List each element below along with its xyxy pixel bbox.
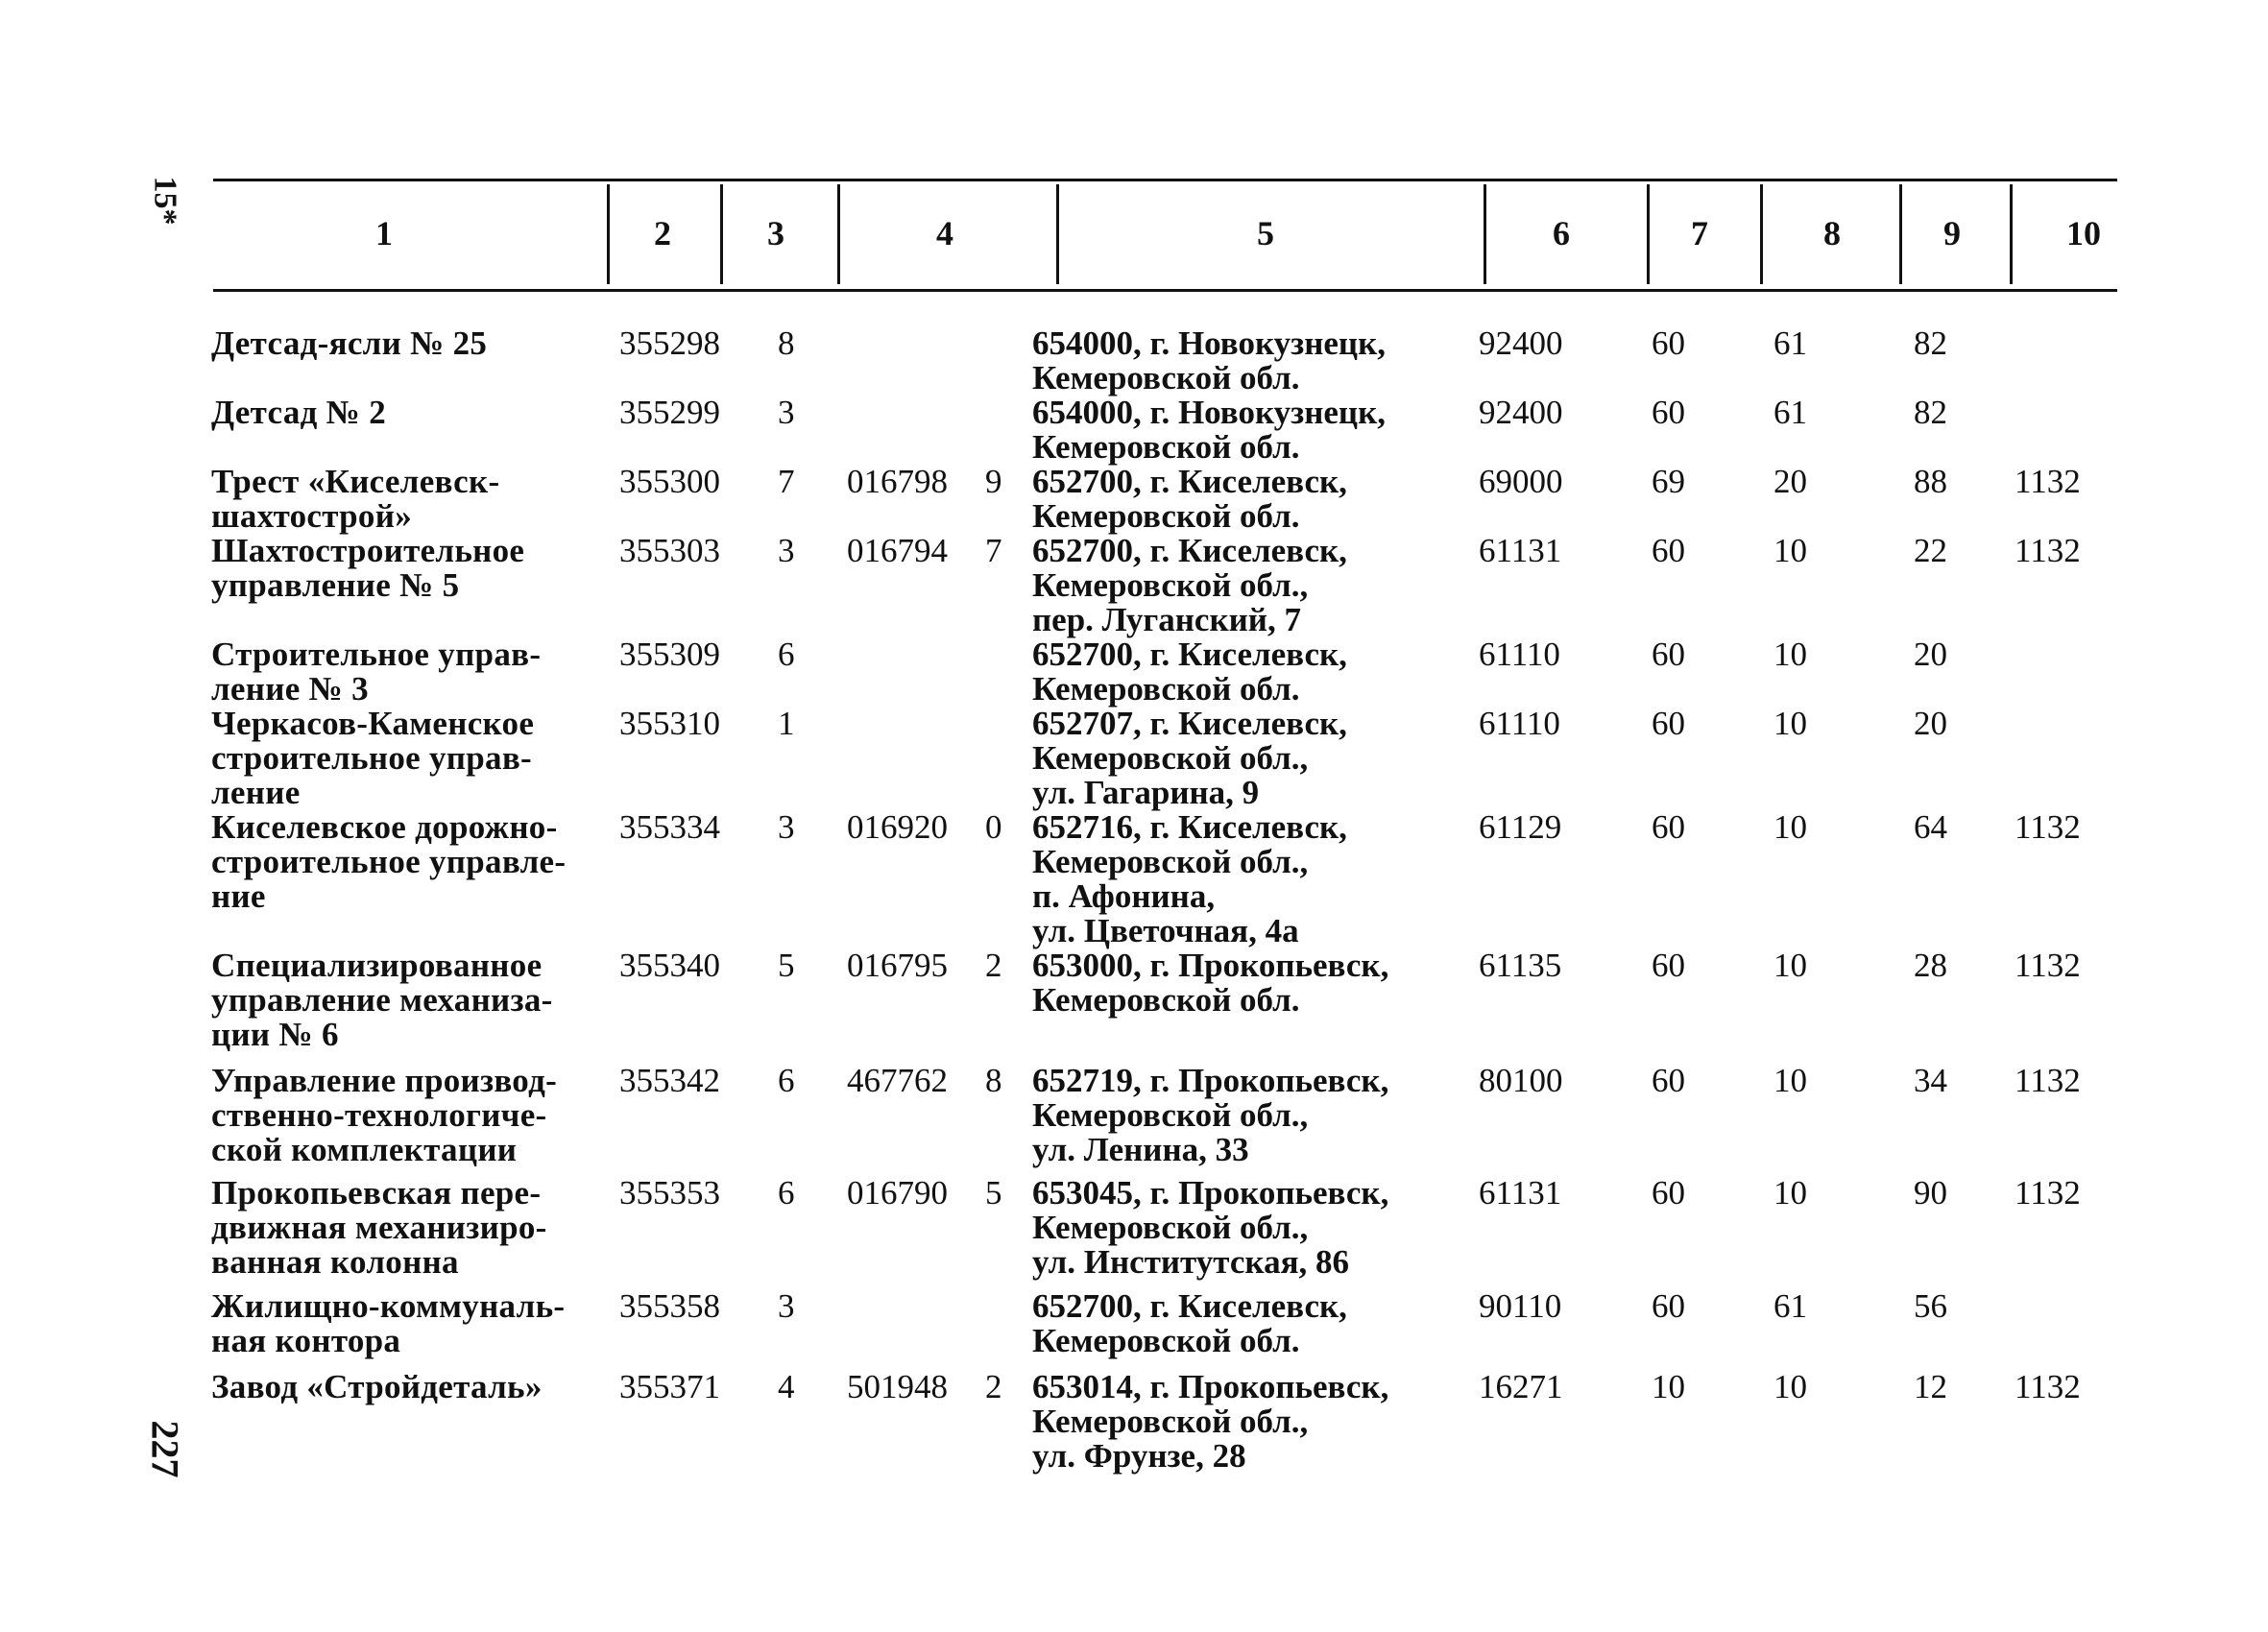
col-8-value: 10 bbox=[1773, 705, 1807, 742]
col-6-value: 69000 bbox=[1479, 463, 1563, 500]
col-6-value: 61135 bbox=[1479, 947, 1562, 984]
check-digit: 1 bbox=[778, 705, 795, 742]
col-6-value: 61131 bbox=[1479, 1174, 1562, 1212]
col-6-value: 16271 bbox=[1479, 1368, 1563, 1405]
organization-name: Завод «Стройдеталь» bbox=[211, 1368, 543, 1405]
organization-name: Специализированное управление механиза- ции № 6 bbox=[211, 947, 553, 1053]
col-10-value: 1132 bbox=[2015, 1062, 2081, 1099]
enterprise-code: 355310 bbox=[619, 705, 720, 742]
col-7-value: 60 bbox=[1652, 532, 1685, 569]
col-9-value: 82 bbox=[1914, 324, 1947, 362]
col-7-value: 60 bbox=[1652, 394, 1685, 431]
header-col-2: 2 bbox=[654, 214, 671, 252]
col-10-value: 1132 bbox=[2015, 808, 2081, 846]
postal-address: 652716, г. Киселевск, Кемеровской обл., п. Афонина, ул. Цветочная, 4а bbox=[1032, 808, 1347, 949]
ministry-code: 016920 bbox=[847, 808, 948, 846]
postal-address: 653045, г. Прокопьевск, Кемеровской обл., ул. Институтская, 86 bbox=[1032, 1174, 1389, 1281]
col-10-value: 1132 bbox=[2015, 1174, 2081, 1212]
col-6-value: 61129 bbox=[1479, 808, 1562, 846]
enterprise-code: 355299 bbox=[619, 394, 720, 431]
postal-address: 652700, г. Киселевск, Кемеровской обл. bbox=[1032, 636, 1347, 708]
col-9-value: 34 bbox=[1914, 1062, 1947, 1099]
col-8-value: 61 bbox=[1773, 324, 1807, 362]
col-9-value: 22 bbox=[1914, 532, 1947, 569]
postal-address: 652700, г. Киселевск, Кемеровской обл. bbox=[1032, 463, 1347, 535]
col-7-value: 60 bbox=[1652, 808, 1685, 846]
col-7-value: 60 bbox=[1652, 1062, 1685, 1099]
col-6-value: 61131 bbox=[1479, 532, 1562, 569]
check-digit: 6 bbox=[778, 1174, 795, 1212]
postal-address: 653000, г. Прокопьевск, Кемеровской обл. bbox=[1032, 947, 1389, 1019]
enterprise-code: 355309 bbox=[619, 636, 720, 673]
col-7-value: 60 bbox=[1652, 324, 1685, 362]
col-9-value: 90 bbox=[1914, 1174, 1947, 1212]
col-8-value: 10 bbox=[1773, 532, 1807, 569]
col-9-value: 28 bbox=[1914, 947, 1947, 984]
col-6-value: 80100 bbox=[1479, 1062, 1563, 1099]
organization-name: Черкасов-Каменское строительное управ- ление bbox=[211, 705, 535, 811]
ministry-check-digit: 0 bbox=[985, 808, 1002, 846]
col-10-value: 1132 bbox=[2015, 463, 2081, 500]
header-separator bbox=[1056, 184, 1059, 284]
col-6-value: 61110 bbox=[1479, 705, 1560, 742]
header-col-3: 3 bbox=[767, 214, 784, 252]
col-7-value: 60 bbox=[1652, 1174, 1685, 1212]
ministry-code: 016794 bbox=[847, 532, 948, 569]
check-digit: 8 bbox=[778, 324, 795, 362]
organization-name: Управление производ- ственно-технологиче- ской комплектации bbox=[211, 1062, 558, 1168]
organization-name: Детсад № 2 bbox=[211, 394, 386, 431]
check-digit: 6 bbox=[778, 1062, 795, 1099]
ministry-check-digit: 8 bbox=[985, 1062, 1002, 1099]
header-col-10: 10 bbox=[2066, 214, 2101, 252]
page-number: 227 bbox=[143, 1420, 187, 1478]
postal-address: 652707, г. Киселевск, Кемеровской обл., ул. Гагарина, 9 bbox=[1032, 705, 1347, 811]
col-10-value: 1132 bbox=[2015, 532, 2081, 569]
col-9-value: 20 bbox=[1914, 705, 1947, 742]
col-8-value: 10 bbox=[1773, 1174, 1807, 1212]
header-col-9: 9 bbox=[1943, 214, 1961, 252]
enterprise-code: 355342 bbox=[619, 1062, 720, 1099]
col-9-value: 20 bbox=[1914, 636, 1947, 673]
enterprise-code: 355334 bbox=[619, 808, 720, 846]
enterprise-code: 355371 bbox=[619, 1368, 720, 1405]
postal-address: 653014, г. Прокопьевск, Кемеровской обл., ул. Фрунзе, 28 bbox=[1032, 1368, 1389, 1475]
ministry-code: 016798 bbox=[847, 463, 948, 500]
check-digit: 3 bbox=[778, 532, 795, 569]
col-9-value: 12 bbox=[1914, 1368, 1947, 1405]
ministry-check-digit: 2 bbox=[985, 1368, 1002, 1405]
col-8-value: 10 bbox=[1773, 1368, 1807, 1405]
col-6-value: 92400 bbox=[1479, 394, 1563, 431]
col-10-value: 1132 bbox=[2015, 1368, 2081, 1405]
ministry-check-digit: 9 bbox=[985, 463, 1002, 500]
col-7-value: 60 bbox=[1652, 636, 1685, 673]
check-digit: 3 bbox=[778, 1287, 795, 1325]
signature-mark: 15* bbox=[147, 176, 183, 226]
col-8-value: 20 bbox=[1773, 463, 1807, 500]
col-8-value: 61 bbox=[1773, 394, 1807, 431]
ministry-check-digit: 7 bbox=[985, 532, 1002, 569]
col-7-value: 60 bbox=[1652, 947, 1685, 984]
enterprise-code: 355358 bbox=[619, 1287, 720, 1325]
header-col-6: 6 bbox=[1553, 214, 1570, 252]
col-7-value: 69 bbox=[1652, 463, 1685, 500]
enterprise-code: 355340 bbox=[619, 947, 720, 984]
col-6-value: 61110 bbox=[1479, 636, 1560, 673]
header-col-1: 1 bbox=[375, 214, 393, 252]
organization-name: Прокопьевская пере- движная механизиро- ванная колонна bbox=[211, 1174, 547, 1281]
organization-name: Строительное управ- ление № 3 bbox=[211, 636, 542, 708]
col-9-value: 56 bbox=[1914, 1287, 1947, 1325]
col-8-value: 61 bbox=[1773, 1287, 1807, 1325]
col-9-value: 88 bbox=[1914, 463, 1947, 500]
postal-address: 654000, г. Новокузнецк, Кемеровской обл. bbox=[1032, 324, 1386, 396]
col-7-value: 10 bbox=[1652, 1368, 1685, 1405]
ministry-code: 467762 bbox=[847, 1062, 948, 1099]
check-digit: 6 bbox=[778, 636, 795, 673]
table-header-rule bbox=[213, 289, 2117, 292]
table-top-rule bbox=[213, 179, 2117, 181]
check-digit: 4 bbox=[778, 1368, 795, 1405]
col-8-value: 10 bbox=[1773, 947, 1807, 984]
organization-name: Трест «Киселевск- шахтострой» bbox=[211, 463, 500, 535]
enterprise-code: 355353 bbox=[619, 1174, 720, 1212]
col-6-value: 92400 bbox=[1479, 324, 1563, 362]
header-separator bbox=[837, 184, 840, 284]
col-10-value: 1132 bbox=[2015, 947, 2081, 984]
enterprise-code: 355303 bbox=[619, 532, 720, 569]
ministry-check-digit: 5 bbox=[985, 1174, 1002, 1212]
col-9-value: 64 bbox=[1914, 808, 1947, 846]
postal-address: 652719, г. Прокопьевск, Кемеровской обл., ул. Ленина, 33 bbox=[1032, 1062, 1389, 1168]
enterprise-code: 355298 bbox=[619, 324, 720, 362]
postal-address: 652700, г. Киселевск, Кемеровской обл. bbox=[1032, 1287, 1347, 1359]
postal-address: 654000, г. Новокузнецк, Кемеровской обл. bbox=[1032, 394, 1386, 466]
col-8-value: 10 bbox=[1773, 808, 1807, 846]
col-8-value: 10 bbox=[1773, 636, 1807, 673]
col-6-value: 90110 bbox=[1479, 1287, 1562, 1325]
col-8-value: 10 bbox=[1773, 1062, 1807, 1099]
header-col-8: 8 bbox=[1823, 214, 1841, 252]
header-col-7: 7 bbox=[1691, 214, 1708, 252]
header-separator bbox=[1647, 184, 1650, 284]
ministry-code: 501948 bbox=[847, 1368, 948, 1405]
check-digit: 7 bbox=[778, 463, 795, 500]
col-7-value: 60 bbox=[1652, 1287, 1685, 1325]
header-separator bbox=[1484, 184, 1486, 284]
header-separator bbox=[607, 184, 610, 284]
organization-name: Детсад-ясли № 25 bbox=[211, 324, 488, 362]
check-digit: 5 bbox=[778, 947, 795, 984]
header-separator bbox=[720, 184, 723, 284]
header-separator bbox=[1899, 184, 1902, 284]
organization-name: Шахтостроительное управление № 5 bbox=[211, 532, 525, 604]
postal-address: 652700, г. Киселевск, Кемеровской обл., пер. Луганский, 7 bbox=[1032, 532, 1347, 638]
organization-name: Жилищно-коммуналь- ная контора bbox=[211, 1287, 566, 1359]
check-digit: 3 bbox=[778, 808, 795, 846]
ministry-check-digit: 2 bbox=[985, 947, 1002, 984]
organization-name: Киселевское дорожно- строительное управле- ние bbox=[211, 808, 567, 915]
enterprise-code: 355300 bbox=[619, 463, 720, 500]
ministry-code: 016795 bbox=[847, 947, 948, 984]
header-separator bbox=[2010, 184, 2013, 284]
check-digit: 3 bbox=[778, 394, 795, 431]
col-7-value: 60 bbox=[1652, 705, 1685, 742]
header-col-5: 5 bbox=[1257, 214, 1274, 252]
ministry-code: 016790 bbox=[847, 1174, 948, 1212]
col-9-value: 82 bbox=[1914, 394, 1947, 431]
header-col-4: 4 bbox=[936, 214, 953, 252]
header-separator bbox=[1760, 184, 1763, 284]
